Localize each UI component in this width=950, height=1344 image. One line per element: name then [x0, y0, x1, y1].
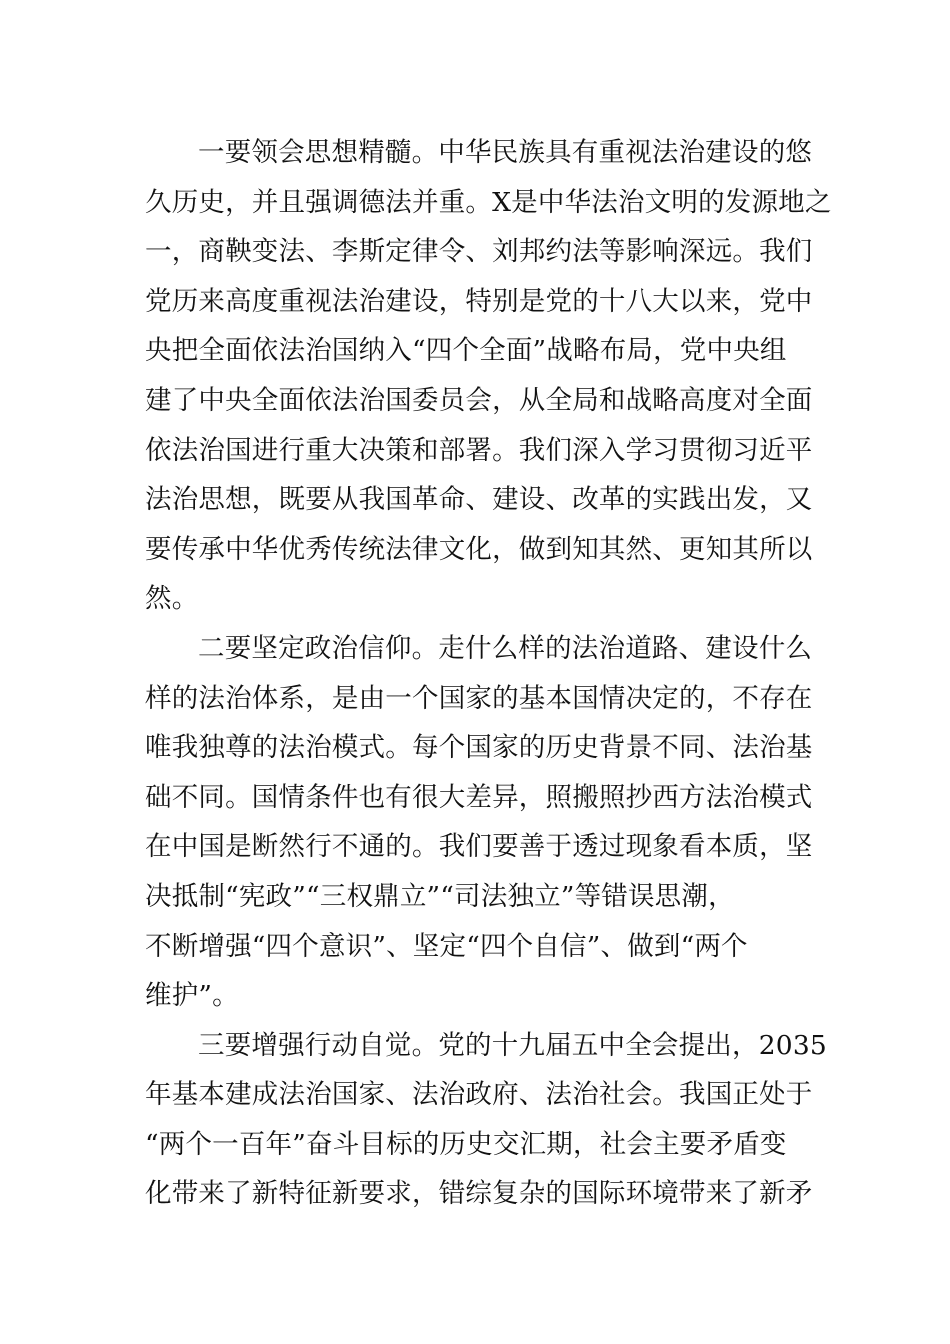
paragraph-line: 维护”。	[145, 980, 239, 1012]
paragraph-line: 不断增强“四个意识”、坚定“四个自信”、做到“两个	[145, 930, 748, 962]
paragraph-line: 依法治国进行重大决策和部署。我们深入学习贯彻习近平	[145, 434, 813, 466]
paragraph-line: “两个一百年”奋斗目标的历史交汇期，社会主要矛盾变	[145, 1128, 787, 1160]
paragraph-line: 央把全面依法治国纳入“四个全面”战略布局，党中央组	[145, 335, 787, 367]
paragraph-line: 样的法治体系，是由一个国家的基本国情决定的，不存在	[145, 682, 813, 714]
document-body	[145, 128, 832, 1219]
paragraph-line: 年基本建成法治国家、法治政府、法治社会。我国正处于	[145, 1079, 813, 1111]
paragraph-line: 一，商鞅变法、李斯定律令、刘邦约法等影响深远。我们	[145, 236, 813, 268]
paragraph-line: 久历史，并且强调德法并重。X是中华法治文明的发源地之	[145, 186, 832, 218]
paragraph-line: 法治思想，既要从我国革命、建设、改革的实践出发，又	[145, 484, 813, 516]
paragraph-line: 然。	[145, 583, 199, 615]
paragraph-line: 础不同。国情条件也有很大差异，照搬照抄西方法治模式	[145, 781, 813, 813]
paragraph-line: 二要坚定政治信仰。走什么样的法治道路、建设什么	[198, 632, 813, 664]
paragraph-line: 化带来了新特征新要求，错综复杂的国际环境带来了新矛	[145, 1178, 813, 1210]
paragraph-line: 要传承中华优秀传统法律文化，做到知其然、更知其所以	[145, 533, 813, 565]
paragraph-3	[145, 1021, 827, 1219]
paragraph-line: 一要领会思想精髓。中华民族具有重视法治建设的悠	[198, 137, 813, 168]
paragraph-line: 决抵制“宪政”“三权鼎立”“司法独立”等错误思潮，	[145, 880, 735, 912]
paragraph-1	[145, 128, 832, 624]
paragraph-line: 党历来高度重视法治建设，特别是党的十八大以来，党中	[145, 285, 813, 317]
paragraph-2	[145, 624, 813, 1021]
paragraph-line: 三要增强行动自觉。党的十九届五中全会提出，2035	[198, 1029, 827, 1061]
paragraph-line: 建了中央全面依法治国委员会，从全局和战略高度对全面	[145, 384, 813, 416]
paragraph-line: 在中国是断然行不通的。我们要善于透过现象看本质，坚	[145, 831, 813, 863]
paragraph-line: 唯我独尊的法治模式。每个国家的历史背景不同、法治基	[145, 732, 813, 764]
